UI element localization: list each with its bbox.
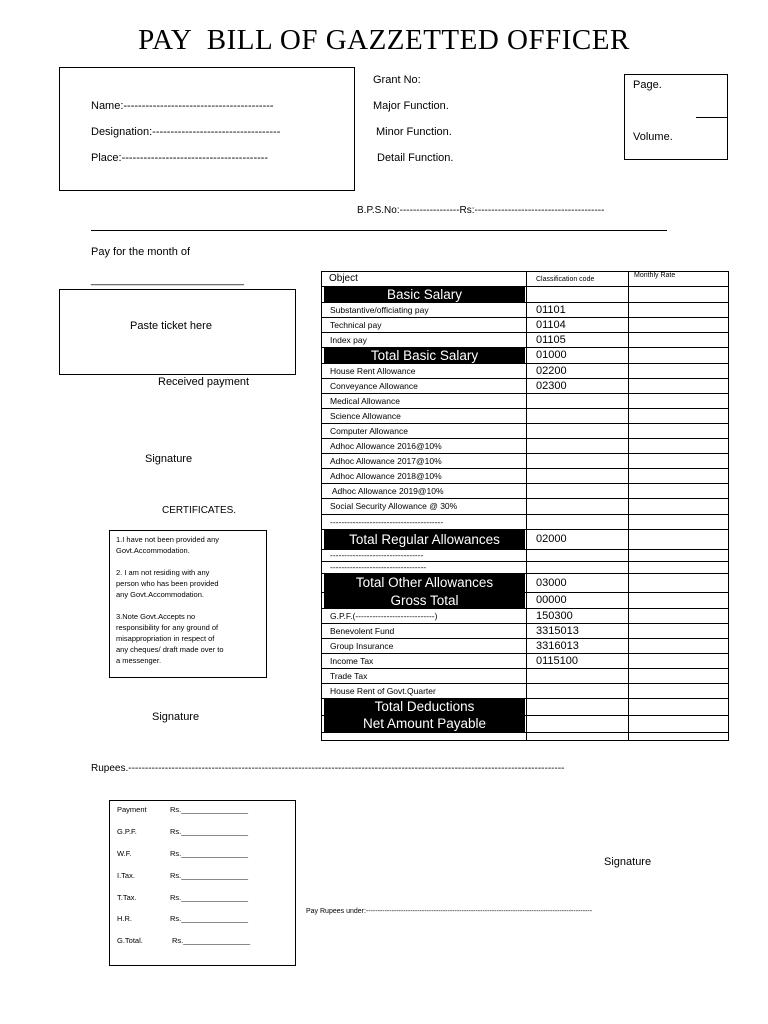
table-row	[322, 469, 728, 484]
object-label: Group Insurance	[330, 641, 394, 651]
classification-code: 03000	[536, 577, 567, 589]
page-label: Page.	[633, 79, 662, 91]
major-function-label: Major Function.	[373, 100, 449, 112]
long-underline	[91, 230, 667, 231]
pay-rupees-under-line[interactable]: Pay Rupees under:-------------------------------------------------------------------------------------------------	[306, 908, 593, 915]
object-label: Adhoc Allowance 2018@10%	[330, 471, 442, 481]
summary-label: W.F.	[117, 849, 132, 858]
summary-label: T.Tax.	[117, 893, 137, 902]
summary-value-field[interactable]: Rs.________________	[170, 893, 248, 902]
object-label: Adhoc Allowance 2017@10%	[330, 456, 442, 466]
table-row	[322, 348, 728, 364]
name-field[interactable]: Name:-----------------------------------------	[91, 100, 274, 112]
summary-value-field[interactable]: Rs.________________	[170, 871, 248, 880]
monthly-rate-cell[interactable]	[629, 609, 727, 623]
summary-value-field[interactable]: Rs.________________	[170, 805, 248, 814]
table-row	[322, 716, 728, 733]
table-row	[322, 530, 728, 550]
monthly-rate-cell[interactable]	[629, 409, 727, 423]
total-label: Total Deductions	[324, 699, 525, 715]
table-row	[322, 409, 728, 424]
signature-label-3: Signature	[604, 856, 652, 868]
classification-code: 3316013	[536, 640, 579, 652]
monthly-rate-cell[interactable]	[629, 379, 727, 393]
classification-code: 02000	[536, 533, 567, 545]
monthly-rate-cell[interactable]	[629, 654, 727, 668]
object-label: ----------------------------------------	[330, 517, 444, 527]
monthly-rate-cell[interactable]	[629, 499, 727, 514]
table-row	[322, 499, 728, 515]
monthly-rate-cell[interactable]	[629, 469, 727, 483]
paste-ticket-label: Paste ticket here	[130, 320, 212, 332]
classification-code: 01101	[536, 304, 566, 316]
monthly-rate-cell[interactable]	[629, 550, 727, 561]
designation-field[interactable]: Designation:-----------------------------------	[91, 126, 281, 138]
monthly-rate-cell[interactable]	[629, 333, 727, 347]
classification-code: 01104	[536, 319, 566, 331]
classification-code: 0115100	[536, 655, 579, 667]
object-label: G.P.F.(----------------------------)	[330, 611, 438, 621]
table-row	[322, 364, 728, 379]
object-label: Income Tax	[330, 656, 374, 666]
pay-table	[321, 271, 729, 741]
monthly-rate-cell[interactable]	[629, 562, 727, 573]
object-label: ----------------------------------	[330, 562, 427, 572]
object-label: Trade Tax	[330, 671, 368, 681]
table-row	[322, 394, 728, 409]
total-label: Total Basic Salary	[324, 348, 525, 363]
object-label: Social Security Allowance @ 30%	[330, 501, 458, 511]
object-label: Conveyance Allowance	[330, 381, 418, 391]
table-row	[322, 609, 728, 624]
object-label: Medical Allowance	[330, 396, 400, 406]
table-row	[322, 454, 728, 469]
table-row	[322, 562, 728, 574]
certificate-item-2: 2. I am not residing with any person who has been provided any Govt.Accommodation.	[116, 568, 219, 599]
summary-value-field[interactable]: Rs.________________	[170, 827, 248, 836]
signature-label-1: Signature	[145, 453, 193, 465]
classification-code: 01000	[536, 349, 567, 361]
monthly-rate-cell[interactable]	[629, 439, 727, 453]
monthly-rate-cell[interactable]	[629, 639, 727, 653]
monthly-rate-cell[interactable]	[629, 530, 727, 549]
summary-value-field[interactable]: Rs.________________	[170, 849, 248, 858]
table-row	[322, 379, 728, 394]
object-header: Object	[329, 273, 358, 284]
object-label: Substantive/officiating pay	[330, 305, 429, 315]
summary-value-field[interactable]: Rs.________________	[170, 914, 248, 923]
summary-label: G.Total.	[117, 936, 143, 945]
monthly-rate-cell[interactable]	[629, 424, 727, 438]
place-field[interactable]: Place:----------------------------------------	[91, 152, 269, 164]
monthly-rate-cell[interactable]	[629, 454, 727, 468]
certificates-heading: CERTIFICATES.	[162, 505, 237, 516]
table-row	[322, 654, 728, 669]
summary-label: Payment	[117, 805, 147, 814]
table-row	[322, 484, 728, 499]
monthly-rate-cell[interactable]	[629, 348, 727, 363]
classification-code: 150300	[536, 610, 573, 622]
pay-month-line[interactable]: _________________________	[91, 274, 244, 286]
monthly-rate-cell[interactable]	[629, 303, 727, 317]
monthly-rate-cell[interactable]	[629, 716, 727, 732]
table-row	[322, 624, 728, 639]
table-row	[322, 439, 728, 454]
page-title: PAY BILL OF GAZZETTED OFFICER	[138, 24, 630, 56]
detail-function-label: Detail Function.	[377, 152, 454, 164]
table-row	[322, 639, 728, 654]
page-volume-divider	[696, 117, 728, 118]
summary-label: H.R.	[117, 914, 132, 923]
table-row	[322, 669, 728, 684]
monthly-rate-cell[interactable]	[629, 684, 727, 698]
ticket-box	[59, 289, 296, 375]
object-label: House Rent of Govt.Quarter	[330, 686, 436, 696]
signature-label-2: Signature	[152, 711, 200, 723]
classification-code: 00000	[536, 594, 567, 606]
monthly-rate-cell[interactable]	[629, 515, 727, 529]
monthly-rate-cell[interactable]	[629, 394, 727, 408]
table-header-row	[322, 272, 728, 287]
minor-function-label: Minor Function.	[376, 126, 452, 138]
object-label: Technical pay	[330, 320, 382, 330]
grant-no-label: Grant No:	[373, 74, 421, 86]
table-row	[322, 593, 728, 609]
object-label: Science Allowance	[330, 411, 401, 421]
total-label: Basic Salary	[324, 287, 525, 302]
monthly-rate-cell[interactable]	[629, 364, 727, 378]
monthly-rate-cell[interactable]	[629, 624, 727, 638]
certificate-item-3: 3.Note Govt.Accepts no responsibility for any ground of misappropriation in respect of any cheques/ draft made over to a messenger.	[116, 612, 224, 665]
monthly-rate-cell[interactable]	[629, 287, 727, 302]
pay-month-label: Pay for the month of	[91, 246, 191, 258]
object-label: House Rent Allowance	[330, 366, 416, 376]
object-label: ---------------------------------	[330, 550, 424, 560]
summary-label: G.P.F.	[117, 827, 137, 836]
object-label: Adhoc Allowance 2016@10%	[330, 441, 442, 451]
bps-line: B.P.S.No:------------------Rs:---------------------------------------	[357, 205, 605, 216]
monthly-rate-cell[interactable]	[629, 484, 727, 498]
volume-label: Volume.	[633, 131, 673, 143]
table-row	[322, 515, 728, 530]
classification-code: 02300	[536, 380, 567, 392]
monthly-rate-cell[interactable]	[629, 669, 727, 683]
total-label: Net Amount Payable	[324, 716, 525, 732]
table-row	[322, 574, 728, 593]
received-payment-label: Received payment	[158, 376, 250, 388]
table-row	[322, 550, 728, 562]
object-label: Index pay	[330, 335, 367, 345]
table-row	[322, 303, 728, 318]
rupees-line[interactable]: Rupees.-----------------------------------------------------------------------------------------------------------------------------------	[91, 763, 565, 774]
monthly-rate-cell[interactable]	[629, 318, 727, 332]
table-row	[322, 684, 728, 699]
object-label: Benevolent Fund	[330, 626, 395, 636]
table-row	[322, 424, 728, 439]
code-header: Classification code	[536, 276, 595, 283]
object-label: Adhoc Allowance 2019@10%	[330, 486, 444, 496]
total-label: Total Other Allowances	[324, 574, 525, 592]
rate-header: Monthly Rate	[634, 272, 676, 279]
classification-code: 02200	[536, 365, 567, 377]
total-label: Total Regular Allowances	[324, 530, 525, 549]
table-row	[322, 318, 728, 333]
total-label: Gross Total	[324, 593, 525, 608]
classification-code: 3315013	[536, 625, 579, 637]
classification-code: 01105	[536, 334, 566, 346]
summary-value-field[interactable]: Rs.________________	[172, 936, 250, 945]
table-row	[322, 287, 728, 303]
monthly-rate-cell[interactable]	[629, 699, 727, 715]
object-label: Computer Allowance	[330, 426, 408, 436]
certificate-item-1: 1.I have not been provided any Govt.Accommodation.	[116, 535, 219, 555]
summary-label: I.Tax.	[117, 871, 135, 880]
monthly-rate-cell[interactable]	[629, 593, 727, 608]
table-row	[322, 699, 728, 716]
monthly-rate-cell[interactable]	[629, 574, 727, 592]
table-row	[322, 333, 728, 348]
